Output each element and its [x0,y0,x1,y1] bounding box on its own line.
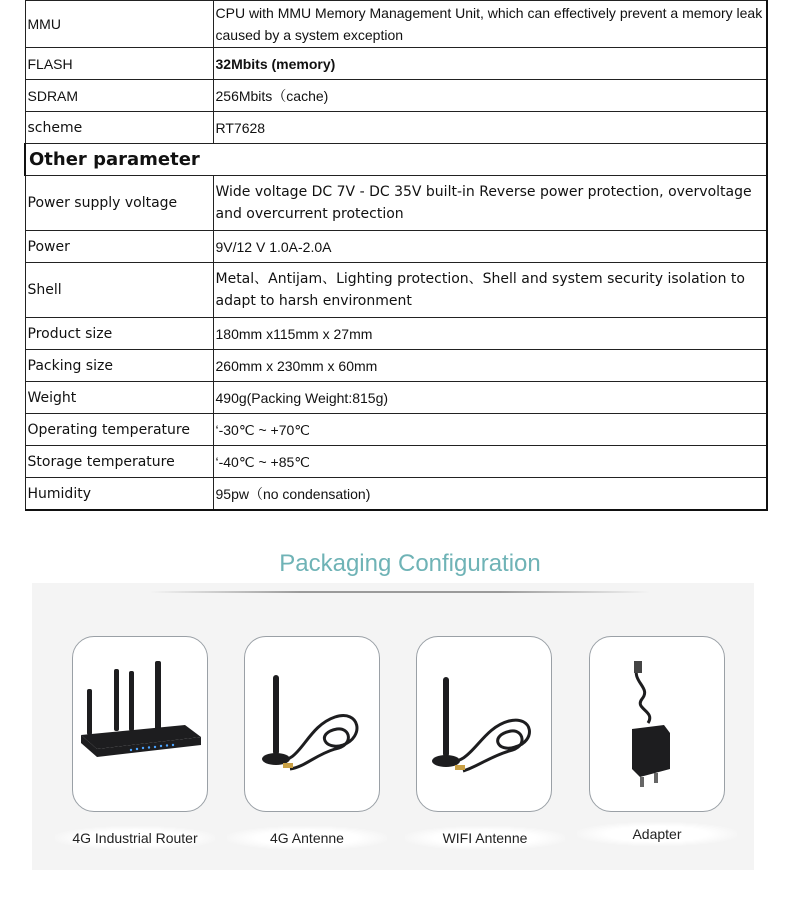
spec-value: 260mm x 230mm x 60mm [213,350,767,382]
spec-value: 256Mbits（cache) [213,80,767,112]
spec-key: Weight [25,382,213,414]
item-label: Adapter [577,822,737,846]
spec-key: scheme [25,112,213,144]
spec-value: Metal、Antijam、Lighting protection、Shell and system security isolation to adapt to harsh environment [213,263,767,318]
spec-key: Power supply voltage [25,176,213,231]
spec-key: MMU [25,1,213,48]
spec-value: 32Mbits (memory) [213,48,767,80]
wifi-antenna-card [416,636,552,812]
router-icon [73,637,207,811]
adapter-card [589,636,725,812]
spec-value: ‘-40℃ ~ +85℃ [213,446,767,478]
item-label: WIFI Antenne [405,826,565,850]
router-card [72,636,208,812]
spec-table [24,0,768,511]
spec-key: Power [25,231,213,263]
spec-value: 9V/12 V 1.0A-2.0A [213,231,767,263]
spec-key: Operating temperature [25,414,213,446]
spec-key: Shell [25,263,213,318]
spec-key: FLASH [25,48,213,80]
spec-key: Product size [25,318,213,350]
spec-key: Storage temperature [25,446,213,478]
spec-value: CPU with MMU Memory Management Unit, which can effectively prevent a memory leak caused by a system exception [213,1,767,48]
antenna-icon [417,637,551,811]
spec-key: SDRAM [25,80,213,112]
item-label: 4G Antenne [227,826,387,850]
spec-value: 180mm x115mm x 27mm [213,318,767,350]
antenna-card [244,636,380,812]
packaging-title: Packaging Configuration [279,550,541,577]
antenna-icon [245,637,379,811]
spec-value: ‘-30℃ ~ +70℃ [213,414,767,446]
item-label: 4G Industrial Router [55,826,215,850]
adapter-icon [590,637,724,811]
section-title: Other parameter [25,144,767,176]
spec-value: Wide voltage DC 7V - DC 35V built-in Reverse power protection, overvoltage and overcurrent protection [213,176,767,231]
spec-key: Packing size [25,350,213,382]
spec-value: 490g(Packing Weight:815g) [213,382,767,414]
spec-key: Humidity [25,478,213,511]
spec-value: RT7628 [213,112,767,144]
spec-value: 95pw（no condensation) [213,478,767,511]
title-underline [150,591,650,593]
